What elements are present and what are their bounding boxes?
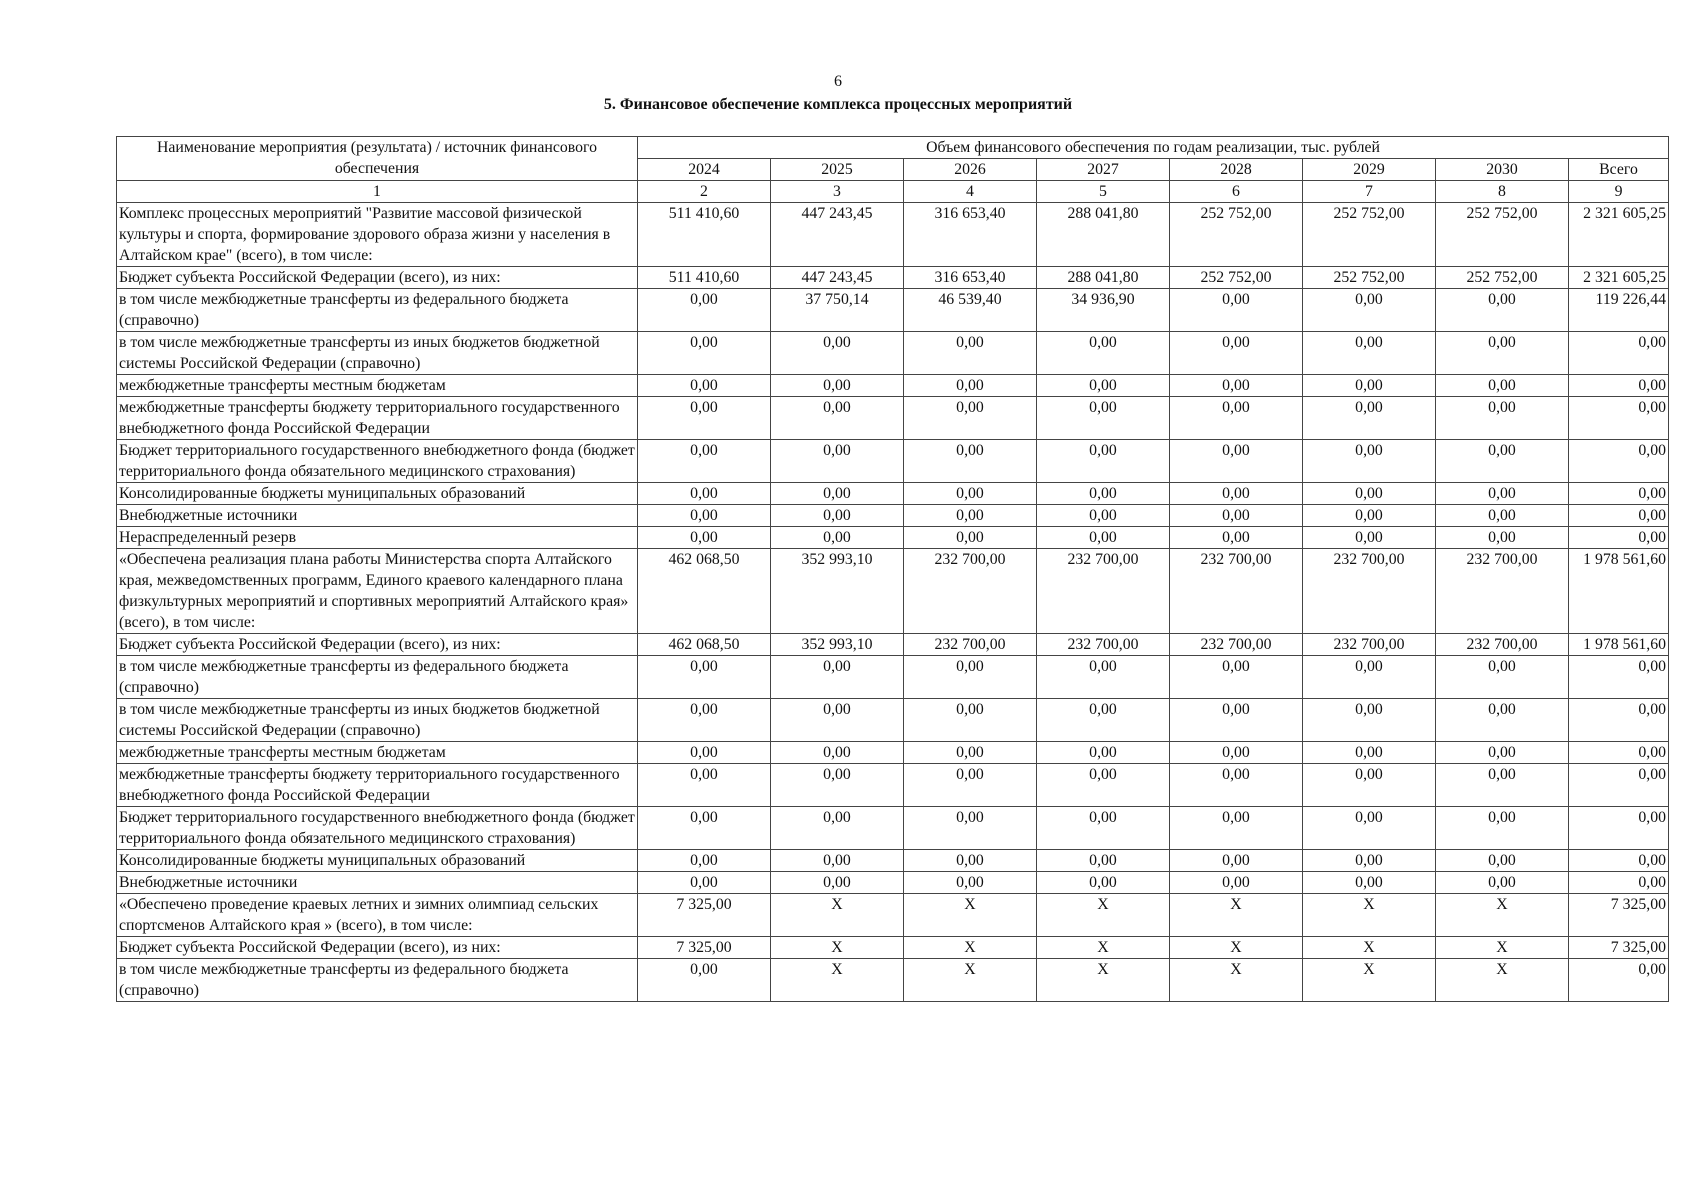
table-row [117,549,1669,634]
row-name-cell: межбюджетные трансферты бюджету территориального государственного внебюджетного фонда Российской Федерации [117,397,638,440]
row-value-cell: 0,00 [771,375,904,397]
row-value-cell: 0,00 [1037,483,1170,505]
column-numbers-row [117,181,1669,203]
row-value-cell: 0,00 [904,872,1037,894]
column-number: 2 [638,181,771,203]
row-value-cell: 0,00 [771,332,904,375]
row-value-cell: 0,00 [1037,872,1170,894]
row-value-cell: Х [1170,959,1303,1002]
row-name-cell: межбюджетные трансферты местным бюджетам [117,742,638,764]
year-header: 2026 [904,159,1037,181]
column-number: 8 [1436,181,1569,203]
header-name-cell: Наименование мероприятия (результата) / источник финансового обеспечения [117,137,638,181]
column-number: 9 [1569,181,1669,203]
row-total-cell: 0,00 [1569,872,1669,894]
row-value-cell: Х [1037,894,1170,937]
row-total-cell: 7 325,00 [1569,937,1669,959]
row-value-cell: 0,00 [1170,440,1303,483]
row-value-cell: Х [1037,937,1170,959]
row-value-cell: 0,00 [1037,527,1170,549]
row-value-cell: 7 325,00 [638,937,771,959]
row-value-cell: 0,00 [638,807,771,850]
row-value-cell: 252 752,00 [1170,267,1303,289]
row-value-cell: 0,00 [904,699,1037,742]
table-row [117,656,1669,699]
row-value-cell: 0,00 [904,483,1037,505]
row-value-cell: Х [771,894,904,937]
row-value-cell: 0,00 [1170,505,1303,527]
table-row [117,807,1669,850]
row-value-cell: 0,00 [1037,742,1170,764]
column-number: 3 [771,181,904,203]
row-value-cell: 0,00 [1037,397,1170,440]
row-value-cell: 0,00 [1436,440,1569,483]
row-value-cell: 0,00 [771,483,904,505]
column-number: 4 [904,181,1037,203]
row-value-cell: 232 700,00 [1436,634,1569,656]
row-name-cell: «Обеспечено проведение краевых летних и зимних олимпиад сельских спортсменов Алтайского края » (всего), в том числе: [117,894,638,937]
year-header: 2024 [638,159,771,181]
row-value-cell: 0,00 [1303,742,1436,764]
row-value-cell: 0,00 [1303,527,1436,549]
row-name-cell: Бюджет субъекта Российской Федерации (всего), из них: [117,267,638,289]
row-value-cell: 0,00 [771,764,904,807]
row-value-cell: 0,00 [638,375,771,397]
row-value-cell: 0,00 [638,656,771,699]
row-value-cell: 232 700,00 [1303,634,1436,656]
row-value-cell: 0,00 [771,527,904,549]
year-header: 2030 [1436,159,1569,181]
row-value-cell: 0,00 [1303,872,1436,894]
row-total-cell: 1 978 561,60 [1569,634,1669,656]
row-value-cell: 0,00 [1037,807,1170,850]
row-value-cell: 0,00 [1170,742,1303,764]
row-value-cell: 0,00 [1037,699,1170,742]
column-number: 7 [1303,181,1436,203]
row-value-cell: 0,00 [1037,505,1170,527]
row-value-cell: 462 068,50 [638,634,771,656]
financing-table [116,136,1669,1002]
table-row [117,289,1669,332]
row-value-cell: 0,00 [771,872,904,894]
row-value-cell: 252 752,00 [1303,267,1436,289]
year-header: 2028 [1170,159,1303,181]
row-value-cell: 7 325,00 [638,894,771,937]
row-value-cell: 316 653,40 [904,267,1037,289]
row-value-cell: 0,00 [638,483,771,505]
year-header: 2027 [1037,159,1170,181]
table-body [117,203,1669,1002]
row-value-cell: 447 243,45 [771,203,904,267]
column-number: 6 [1170,181,1303,203]
table-row [117,267,1669,289]
table-row [117,440,1669,483]
row-value-cell: 0,00 [904,807,1037,850]
row-value-cell: Х [1037,959,1170,1002]
row-value-cell: 0,00 [904,332,1037,375]
row-value-cell: 232 700,00 [1436,549,1569,634]
row-value-cell: 0,00 [1037,375,1170,397]
table-row [117,505,1669,527]
section-title: 5. Финансовое обеспечение комплекса процессных мероприятий [603,96,1073,113]
row-value-cell: 352 993,10 [771,549,904,634]
row-value-cell: 0,00 [1436,807,1569,850]
row-value-cell: 0,00 [1170,332,1303,375]
row-name-cell: Бюджет субъекта Российской Федерации (всего), из них: [117,634,638,656]
row-value-cell: 0,00 [904,505,1037,527]
row-value-cell: 0,00 [638,764,771,807]
row-value-cell: 0,00 [638,872,771,894]
year-header: 2029 [1303,159,1436,181]
row-value-cell: 0,00 [1170,483,1303,505]
year-header: 2025 [771,159,904,181]
row-value-cell: 0,00 [1303,656,1436,699]
row-total-cell: 0,00 [1569,699,1669,742]
row-value-cell: 0,00 [904,850,1037,872]
row-total-cell: 7 325,00 [1569,894,1669,937]
row-total-cell: 0,00 [1569,656,1669,699]
row-value-cell: Х [1436,959,1569,1002]
row-value-cell: 0,00 [1303,699,1436,742]
table-row [117,872,1669,894]
row-value-cell: 0,00 [1436,505,1569,527]
row-name-cell: Бюджет территориального государственного внебюджетного фонда (бюджет территориального фонда обязательного медицинского страхования) [117,440,638,483]
table-row [117,375,1669,397]
row-value-cell: 232 700,00 [1170,634,1303,656]
row-value-cell: 232 700,00 [1303,549,1436,634]
row-value-cell: 0,00 [1436,872,1569,894]
row-value-cell: 0,00 [638,742,771,764]
row-value-cell: 0,00 [638,505,771,527]
row-value-cell: 0,00 [1037,440,1170,483]
row-total-cell: 0,00 [1569,397,1669,440]
row-name-cell: в том числе межбюджетные трансферты из федерального бюджета (справочно) [117,289,638,332]
table-row [117,527,1669,549]
row-value-cell: 0,00 [904,742,1037,764]
row-value-cell: 0,00 [1170,872,1303,894]
column-number: 5 [1037,181,1170,203]
row-value-cell: 0,00 [904,397,1037,440]
row-value-cell: 0,00 [638,527,771,549]
row-name-cell: в том числе межбюджетные трансферты из иных бюджетов бюджетной системы Российской Федерации (справочно) [117,699,638,742]
row-value-cell: 0,00 [1037,656,1170,699]
row-value-cell: 0,00 [1436,527,1569,549]
row-value-cell: 0,00 [1037,332,1170,375]
row-total-cell: 0,00 [1569,764,1669,807]
row-value-cell: 37 750,14 [771,289,904,332]
row-value-cell: 0,00 [1436,764,1569,807]
row-value-cell: 0,00 [638,959,771,1002]
row-value-cell: 0,00 [638,440,771,483]
row-value-cell: 252 752,00 [1170,203,1303,267]
row-value-cell: 0,00 [1303,850,1436,872]
row-name-cell: Консолидированные бюджеты муниципальных образований [117,483,638,505]
table-row [117,894,1669,937]
row-total-cell: 0,00 [1569,742,1669,764]
row-value-cell: 0,00 [771,850,904,872]
row-value-cell: 232 700,00 [1037,634,1170,656]
row-value-cell: 0,00 [771,742,904,764]
row-name-cell: Бюджет субъекта Российской Федерации (всего), из них: [117,937,638,959]
row-value-cell: Х [1436,894,1569,937]
row-total-cell: 2 321 605,25 [1569,203,1669,267]
row-value-cell: 0,00 [1436,332,1569,375]
row-value-cell: 252 752,00 [1436,203,1569,267]
row-value-cell: 0,00 [638,332,771,375]
row-value-cell: 0,00 [1037,764,1170,807]
row-total-cell: 0,00 [1569,959,1669,1002]
row-value-cell: 0,00 [904,764,1037,807]
row-value-cell: 0,00 [1170,764,1303,807]
column-number: 1 [117,181,638,203]
row-total-cell: 2 321 605,25 [1569,267,1669,289]
row-value-cell: 0,00 [771,440,904,483]
row-value-cell: 0,00 [1170,289,1303,332]
row-value-cell: 0,00 [1170,699,1303,742]
row-value-cell: 232 700,00 [904,634,1037,656]
row-value-cell: Х [1303,937,1436,959]
row-value-cell: 0,00 [1170,527,1303,549]
row-value-cell: Х [1170,894,1303,937]
row-value-cell: 0,00 [1303,807,1436,850]
row-value-cell: 0,00 [1170,397,1303,440]
row-value-cell: Х [904,894,1037,937]
table-row [117,483,1669,505]
row-value-cell: 0,00 [1170,656,1303,699]
row-value-cell: 232 700,00 [1170,549,1303,634]
row-value-cell: 232 700,00 [1037,549,1170,634]
row-value-cell: 0,00 [1303,440,1436,483]
table-row [117,959,1669,1002]
row-value-cell: Х [904,937,1037,959]
row-value-cell: 0,00 [1436,699,1569,742]
row-name-cell: Внебюджетные источники [117,872,638,894]
row-value-cell: 0,00 [1303,375,1436,397]
row-total-cell: 119 226,44 [1569,289,1669,332]
row-name-cell: в том числе межбюджетные трансферты из федерального бюджета (справочно) [117,959,638,1002]
row-value-cell: Х [771,937,904,959]
row-value-cell: 0,00 [1303,289,1436,332]
table-row [117,850,1669,872]
row-total-cell: 0,00 [1569,375,1669,397]
row-total-cell: 0,00 [1569,332,1669,375]
row-total-cell: 0,00 [1569,850,1669,872]
row-value-cell: Х [1436,937,1569,959]
row-value-cell: 0,00 [638,397,771,440]
row-value-cell: 0,00 [1436,656,1569,699]
row-total-cell: 0,00 [1569,505,1669,527]
page-number: 6 [834,73,842,90]
row-value-cell: 0,00 [904,375,1037,397]
table-row [117,332,1669,375]
row-value-cell: 0,00 [1436,397,1569,440]
row-value-cell: 0,00 [1037,850,1170,872]
row-value-cell: Х [904,959,1037,1002]
row-value-cell: 0,00 [638,850,771,872]
row-value-cell: 0,00 [904,440,1037,483]
row-name-cell: Комплекс процессных мероприятий "Развитие массовой физической культуры и спорта, формирование здорового образа жизни у населения в Алтайском крае" (всего), в том числе: [117,203,638,267]
row-value-cell: 0,00 [771,505,904,527]
row-value-cell: 0,00 [1303,505,1436,527]
row-value-cell: 0,00 [638,289,771,332]
row-value-cell: 288 041,80 [1037,203,1170,267]
row-value-cell: 0,00 [1303,764,1436,807]
table-row [117,699,1669,742]
row-value-cell: 0,00 [1303,483,1436,505]
row-name-cell: в том числе межбюджетные трансферты из иных бюджетов бюджетной системы Российской Федерации (справочно) [117,332,638,375]
row-value-cell: 0,00 [1170,850,1303,872]
row-total-cell: 0,00 [1569,440,1669,483]
header-group-cell: Объем финансового обеспечения по годам реализации, тыс. рублей [638,137,1669,159]
row-name-cell: в том числе межбюджетные трансферты из федерального бюджета (справочно) [117,656,638,699]
row-value-cell: 0,00 [1303,332,1436,375]
row-value-cell: 252 752,00 [1436,267,1569,289]
row-value-cell: 0,00 [1170,807,1303,850]
row-value-cell: Х [771,959,904,1002]
row-name-cell: Внебюджетные источники [117,505,638,527]
row-value-cell: 316 653,40 [904,203,1037,267]
table-row [117,634,1669,656]
row-value-cell: 0,00 [1436,375,1569,397]
table-row [117,937,1669,959]
total-header: Всего [1569,159,1669,181]
row-value-cell: 0,00 [904,656,1037,699]
row-value-cell: 462 068,50 [638,549,771,634]
row-value-cell: 0,00 [904,527,1037,549]
row-value-cell: 511 410,60 [638,203,771,267]
row-value-cell: 511 410,60 [638,267,771,289]
row-value-cell: Х [1303,894,1436,937]
row-value-cell: 232 700,00 [904,549,1037,634]
row-name-cell: Бюджет территориального государственного внебюджетного фонда (бюджет территориального фонда обязательного медицинского страхования) [117,807,638,850]
row-value-cell: 46 539,40 [904,289,1037,332]
row-name-cell: Нераспределенный резерв [117,527,638,549]
row-value-cell: 0,00 [771,656,904,699]
row-total-cell: 0,00 [1569,483,1669,505]
row-value-cell: Х [1303,959,1436,1002]
row-name-cell: Консолидированные бюджеты муниципальных образований [117,850,638,872]
row-value-cell: 252 752,00 [1303,203,1436,267]
row-value-cell: 352 993,10 [771,634,904,656]
row-value-cell: 0,00 [771,807,904,850]
row-value-cell: 0,00 [1303,397,1436,440]
header-row-group [117,137,1669,159]
row-value-cell: 34 936,90 [1037,289,1170,332]
row-name-cell: межбюджетные трансферты бюджету территориального государственного внебюджетного фонда Российской Федерации [117,764,638,807]
table-row [117,764,1669,807]
row-total-cell: 0,00 [1569,527,1669,549]
row-value-cell: 0,00 [1436,483,1569,505]
table-row [117,397,1669,440]
row-value-cell: 0,00 [1436,742,1569,764]
row-value-cell: 0,00 [771,397,904,440]
row-total-cell: 1 978 561,60 [1569,549,1669,634]
row-value-cell: 0,00 [638,699,771,742]
row-total-cell: 0,00 [1569,807,1669,850]
table-row [117,203,1669,267]
row-name-cell: «Обеспечена реализация плана работы Министерства спорта Алтайского края, межведомственных программ, Единого краевого календарного плана физкультурных мероприятий и спортивных мероприятий Алтайского края» (всего), в том числе: [117,549,638,634]
row-value-cell: Х [1170,937,1303,959]
row-value-cell: 0,00 [771,699,904,742]
row-name-cell: межбюджетные трансферты местным бюджетам [117,375,638,397]
row-value-cell: 0,00 [1170,375,1303,397]
row-value-cell: 447 243,45 [771,267,904,289]
row-value-cell: 288 041,80 [1037,267,1170,289]
table-row [117,742,1669,764]
row-value-cell: 0,00 [1436,850,1569,872]
row-value-cell: 0,00 [1436,289,1569,332]
